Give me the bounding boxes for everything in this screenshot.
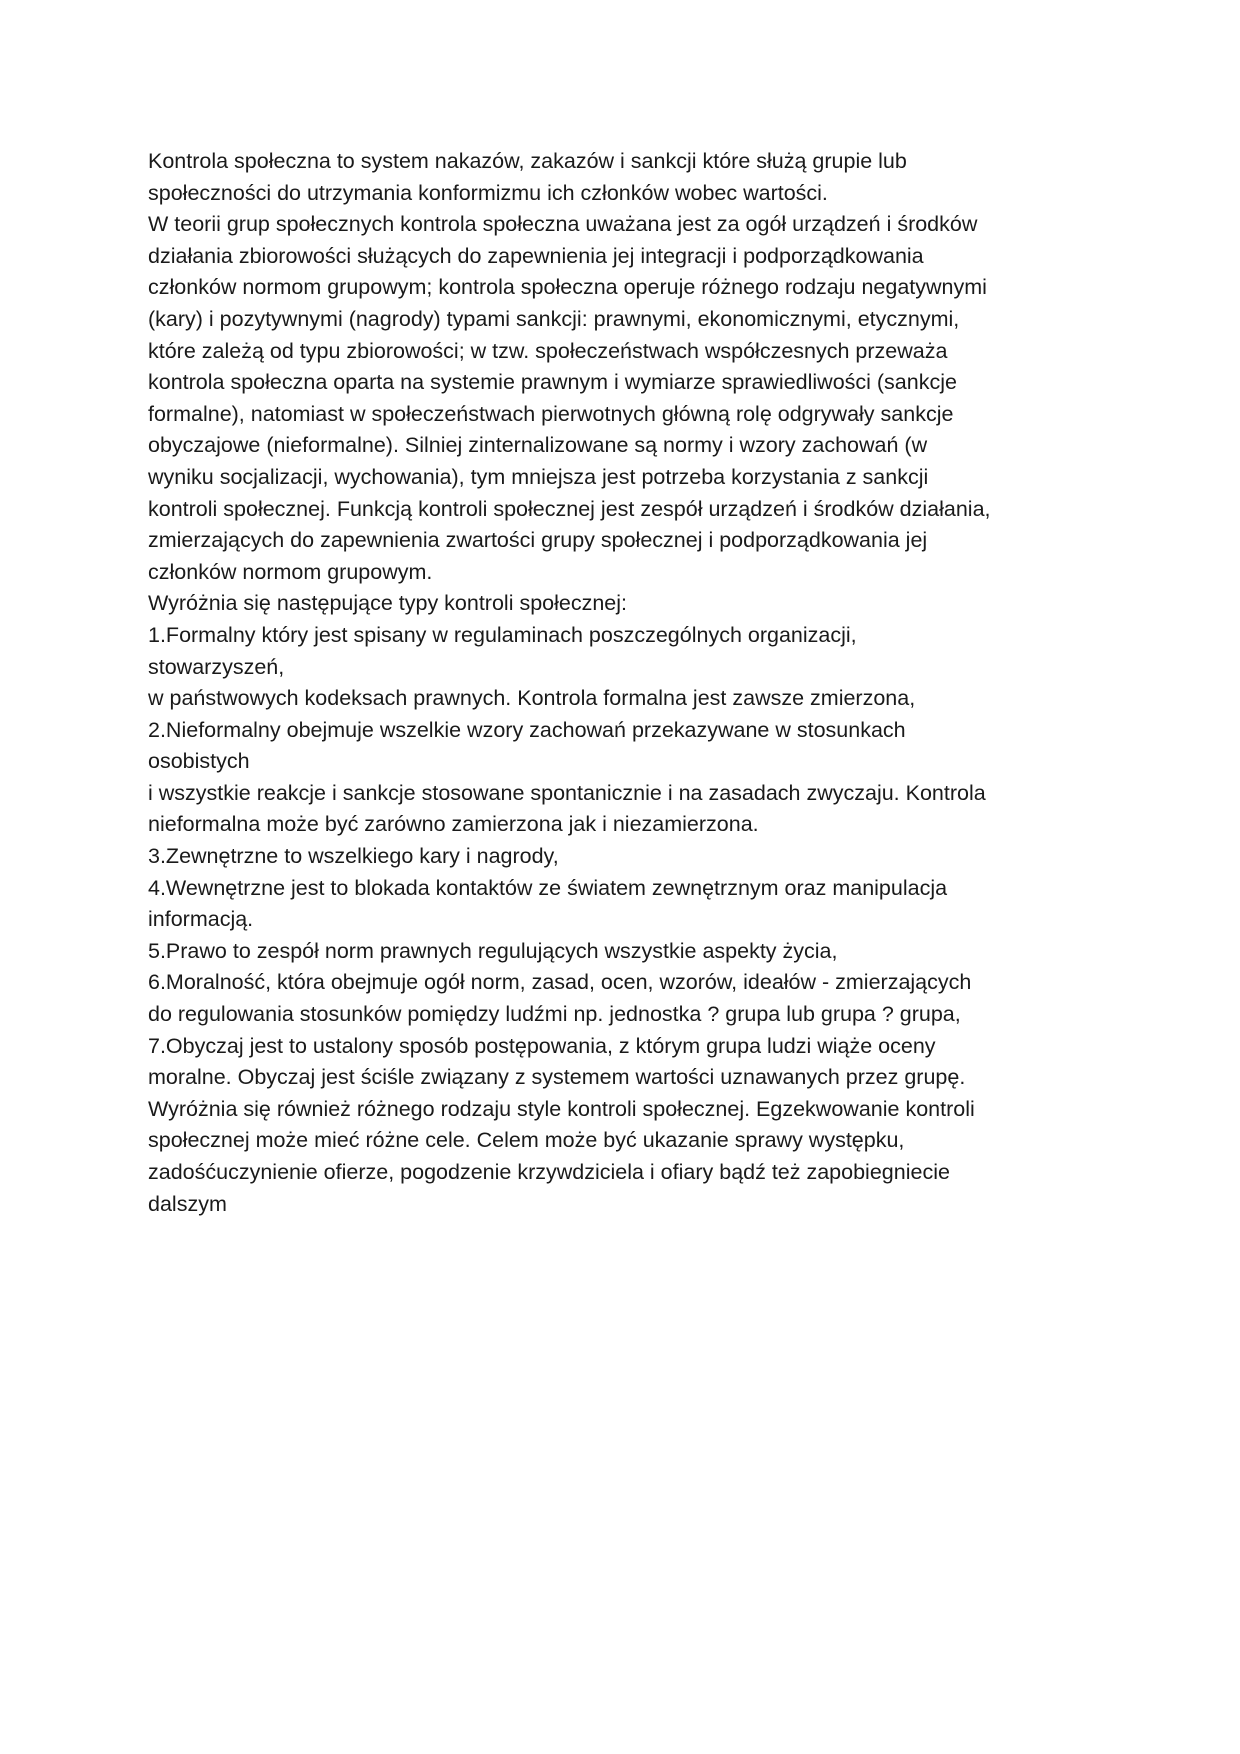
text-line: działania zbiorowości służących do zapewnienia jej integracji i podporządkowania bbox=[148, 243, 924, 268]
text-line: W teorii grup społecznych kontrola społeczna uważana jest za ogół urządzeń i środków bbox=[148, 212, 978, 237]
text-line: dalszym bbox=[148, 1191, 227, 1216]
text-line: społecznej może mieć różne cele. Celem może być ukazanie sprawy występku, bbox=[148, 1128, 905, 1153]
text-line: 2.Nieformalny obejmuje wszelkie wzory zachowań przekazywane w stosunkach bbox=[148, 717, 906, 742]
text-line: 3.Zewnętrzne to wszelkiego kary i nagrody, bbox=[148, 844, 559, 869]
text-line: nieformalna może być zarówno zamierzona jak i niezamierzona. bbox=[148, 812, 759, 837]
text-line: (kary) i pozytywnymi (nagrody) typami sankcji: prawnymi, ekonomicznymi, etycznymi, bbox=[148, 306, 960, 331]
text-line: kontroli społecznej. Funkcją kontroli społecznej jest zespół urządzeń i środków działania, bbox=[148, 496, 991, 521]
text-line: osobistych bbox=[148, 749, 250, 774]
text-line: w państwowych kodeksach prawnych. Kontrola formalna jest zawsze zmierzona, bbox=[148, 686, 916, 711]
text-line: 5.Prawo to zespół norm prawnych regulujących wszystkie aspekty życia, bbox=[148, 938, 838, 963]
text-line: które zależą od typu zbiorowości; w tzw. społeczeństwach współczesnych przeważa bbox=[148, 338, 948, 363]
text-line: 7.Obyczaj jest to ustalony sposób postępowania, z którym grupa ludzi wiąże oceny bbox=[148, 1033, 936, 1058]
text-line: 6.Moralność, która obejmuje ogół norm, zasad, ocen, wzorów, ideałów - zmierzających bbox=[148, 970, 972, 995]
text-line: 4.Wewnętrzne jest to blokada kontaktów ze światem zewnętrznym oraz manipulacja bbox=[148, 875, 948, 900]
text-line: stowarzyszeń, bbox=[148, 654, 285, 679]
text-line: moralne. Obyczaj jest ściśle związany z systemem wartości uznawanych przez grupę. bbox=[148, 1065, 966, 1090]
text-line: członków normom grupowym. bbox=[148, 559, 433, 584]
text-line: informacją. bbox=[148, 907, 254, 932]
text-line: zadośćuczynienie ofierze, pogodzenie krzywdziciela i ofiary bądź też zapobiegniecie bbox=[148, 1160, 950, 1184]
text-line: 1.Formalny który jest spisany w regulaminach poszczególnych organizacji, bbox=[148, 622, 857, 647]
text-line: do regulowania stosunków pomiędzy ludźmi np. jednostka ? grupa lub grupa ? grupa, bbox=[148, 1002, 961, 1027]
text-line: kontrola społeczna oparta na systemie prawnym i wymiarze sprawiedliwości (sankcje bbox=[148, 370, 957, 395]
text-line: obyczajowe (nieformalne). Silniej zinternalizowane są normy i wzory zachowań (w bbox=[148, 433, 928, 458]
text-line: Wyróżnia się następujące typy kontroli społecznej: bbox=[148, 591, 628, 616]
text-line: członków normom grupowym; kontrola społeczna operuje różnego rodzaju negatywnymi bbox=[148, 275, 987, 300]
text-line: wyniku socjalizacji, wychowania), tym mniejsza jest potrzeba korzystania z sankcji bbox=[148, 464, 929, 489]
text-line: zmierzających do zapewnienia zwartości grupy społecznej i podporządkowania jej bbox=[148, 528, 928, 553]
text-line: formalne), natomiast w społeczeństwach pierwotnych główną rolę odgrywały sankcje bbox=[148, 401, 954, 426]
text-line: Kontrola społeczna to system nakazów, zakazów i sankcji które służą grupie lub bbox=[148, 149, 907, 173]
document-body-text bbox=[148, 146, 1088, 1220]
text-line: i wszystkie reakcje i sankcje stosowane spontanicznie i na zasadach zwyczaju. Kontrola bbox=[148, 780, 986, 805]
text-line: Wyróżnia się również różnego rodzaju style kontroli społecznej. Egzekwowanie kontroli bbox=[148, 1096, 975, 1121]
text-line: społeczności do utrzymania konformizmu ich członków wobec wartości. bbox=[148, 180, 828, 205]
